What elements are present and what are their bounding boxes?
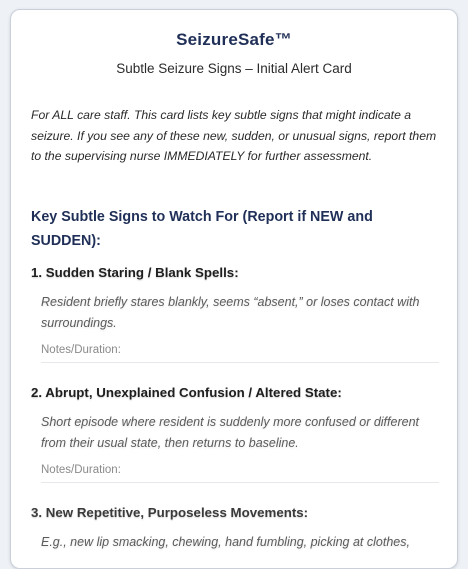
sign-item (31, 385, 439, 483)
sign-title: 3. New Repetitive, Purposeless Movements: (31, 505, 309, 520)
intro-text: For ALL care staff. This card lists key subtle signs that might indicate a seizure. If you see any of these new, sudden, or unusual signs, report them to the supervising nurse IMMEDIATELY for further assessment. (31, 108, 437, 163)
section-heading: Key Subtle Signs to Watch For (Report if NEW and SUDDEN): (31, 209, 373, 249)
alert-card (10, 9, 458, 569)
sign-item (31, 505, 439, 553)
notes-duration-field[interactable]: Notes/Duration: (41, 344, 439, 363)
sign-description: E.g., new lip smacking, chewing, hand fumbling, picking at clothes, (41, 535, 410, 549)
card-subtitle: Subtle Seizure Signs – Initial Alert Card (116, 61, 352, 76)
sign-description: Short episode where resident is suddenly more confused or different from their usual state, then returns to baseline. (41, 415, 419, 450)
sign-description: Resident briefly stares blankly, seems “absent,” or loses contact with surroundings. (41, 295, 420, 330)
notes-duration-field[interactable]: Notes/Duration: (41, 464, 439, 483)
app-title: SeizureSafe™ (176, 30, 292, 49)
sign-title: 1. Sudden Staring / Blank Spells: (31, 265, 239, 280)
sign-item (31, 265, 439, 363)
sign-title: 2. Abrupt, Unexplained Confusion / Altered State: (31, 385, 342, 400)
